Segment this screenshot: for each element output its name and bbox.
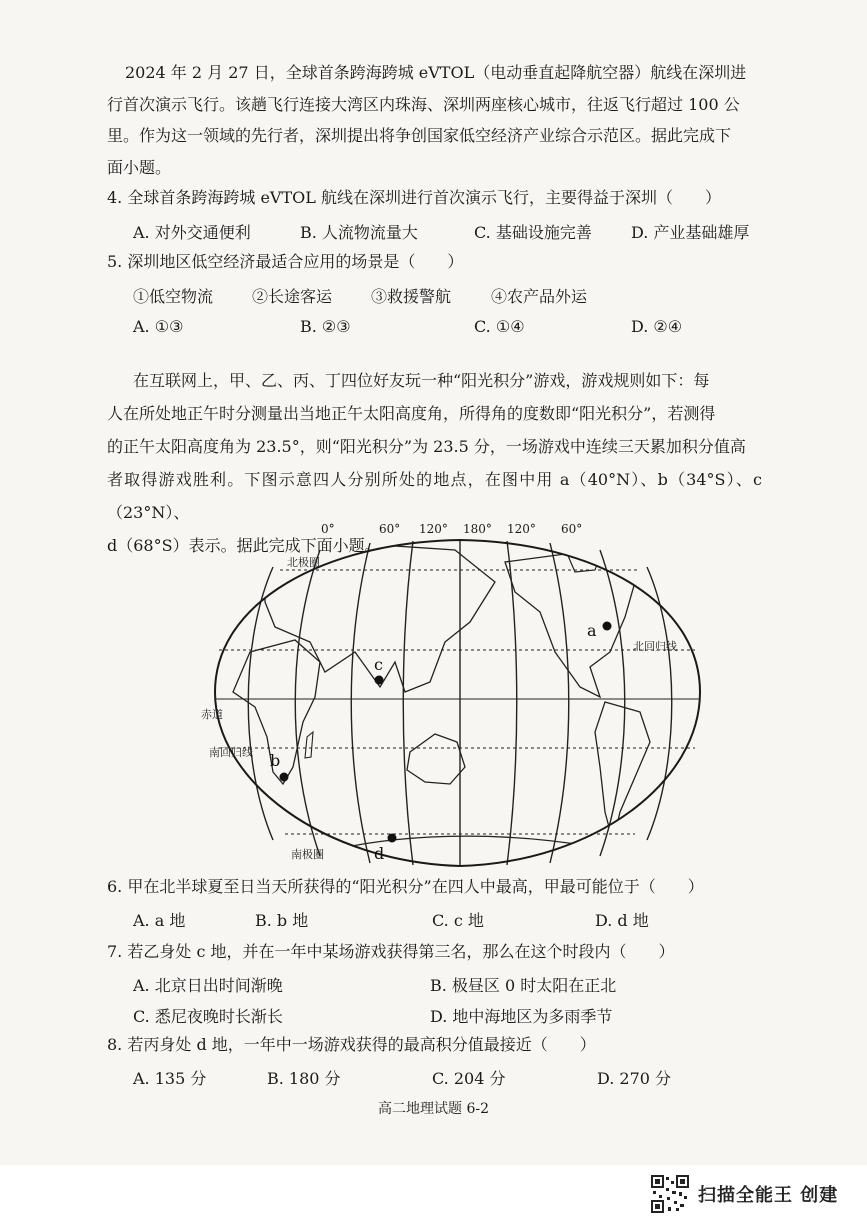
tropic-of-capricorn-label: 南回归线 [209, 746, 253, 759]
question-7-option-b[interactable]: B. 极昼区 0 时太阳在正北 [430, 976, 617, 995]
question-7-stem: 7. 若乙身处 c 地，并在一年中某场游戏获得第三名，那么在这个时段内（ ） [107, 942, 675, 961]
equator-label: 赤道 [201, 708, 223, 721]
question-4-option-a[interactable]: A. 对外交通便利 [133, 223, 251, 242]
question-8-option-d[interactable]: D. 270 分 [597, 1069, 672, 1088]
world-map-figure [195, 522, 705, 874]
question-7-option-d[interactable]: D. 地中海地区为多雨季节 [430, 1007, 613, 1026]
question-5-option-d[interactable]: D. ②④ [631, 317, 683, 336]
longitude-label: 60° [379, 522, 401, 536]
madagascar-landmass [305, 732, 313, 758]
south-america-landmass [595, 702, 650, 842]
question-4-stem: 4. 全球首条跨海跨城 eVTOL 航线在深圳进行首次演示飞行，主要得益于深圳（ ） [107, 188, 721, 207]
qr-code-icon [650, 1174, 690, 1214]
question-5-option-b[interactable]: B. ②③ [300, 317, 351, 336]
question-6-option-a[interactable]: A. a 地 [133, 911, 186, 930]
australia-landmass [407, 734, 465, 784]
point-b-label: b [270, 751, 281, 770]
tropic-of-cancer-label: 北回归线 [633, 640, 677, 653]
question-4-option-b[interactable]: B. 人流物流量大 [300, 223, 418, 242]
question-6-option-b[interactable]: B. b 地 [255, 911, 309, 930]
question-8-option-a[interactable]: A. 135 分 [133, 1069, 207, 1088]
map-outline [215, 540, 700, 866]
point-b-marker [280, 773, 289, 782]
question-6-option-d[interactable]: D. d 地 [595, 911, 649, 930]
question-4-option-d[interactable]: D. 产业基础雄厚 [631, 223, 750, 242]
question-8-option-c[interactable]: C. 204 分 [432, 1069, 506, 1088]
north-america-landmass [505, 550, 635, 697]
passage-2-line: d（68°S）表示。据此完成下面小题。 [107, 536, 381, 555]
question-5-item: ④农产品外运 [491, 287, 588, 306]
longitude-label: 120° [419, 522, 448, 536]
point-d-label: d [374, 844, 385, 863]
page-footer: 高二地理试题 6-2 [378, 1101, 489, 1117]
question-5-option-c[interactable]: C. ①④ [474, 317, 525, 336]
scanner-watermark [650, 1172, 838, 1216]
passage-2-line: 的正午太阳高度角为 23.5°，则“阳光积分”为 23.5 分，一场游戏中连续三天累加积分值高 [107, 437, 746, 456]
arctic-circle-label: 北极圈 [287, 556, 320, 569]
antarctic-circle-label: 南极圈 [291, 848, 324, 861]
passage-2-line: 在互联网上，甲、乙、丙、丁四位好友玩一种“阳光积分”游戏，游戏规则如下：每 [133, 371, 710, 390]
question-5-item: ③救援警航 [371, 287, 452, 306]
point-c-marker [375, 676, 384, 685]
passage-1-line: 行首次演示飞行。该趟飞行连接大湾区内珠海、深圳两座核心城市，往返飞行超过 100 公 [107, 94, 740, 114]
world-map [195, 522, 705, 874]
longitude-label: 60° [561, 522, 583, 536]
point-c-label: c [374, 655, 383, 674]
question-6-option-c[interactable]: C. c 地 [432, 911, 484, 930]
passage-1 [107, 57, 762, 183]
passage-1-line: 里。作为这一领域的先行者，深圳提出将争创国家低空经济产业综合示范区。据此完成下 [107, 126, 732, 145]
passage-1-line: 2024 年 2 月 27 日，全球首条跨海跨城 eVTOL（电动垂直起降航空器）航线在深圳进 [125, 63, 747, 82]
longitude-label: 0° [321, 522, 335, 536]
question-4-option-c[interactable]: C. 基础设施完善 [474, 223, 592, 242]
passage-2-line: 人在所处地正午时分测量出当地正午太阳高度角，所得角的度数即“阳光积分”，若测得 [107, 404, 716, 423]
question-6-stem: 6. 甲在北半球夏至日当天所获得的“阳光积分”在四人中最高，甲最可能位于（ ） [107, 877, 704, 896]
point-a-marker [603, 622, 612, 631]
question-5-item: ②长途客运 [252, 287, 333, 306]
point-a-label: a [587, 621, 597, 640]
question-7-option-a[interactable]: A. 北京日出时间渐晚 [133, 976, 283, 995]
passage-1-line: 面小题。 [107, 157, 172, 177]
passage-2-line: 者取得游戏胜利。下图示意四人分别所处的地点，在图中用 a（40°N）、b（34°S）、c（23°N）、 [107, 470, 762, 522]
question-8-stem: 8. 若丙身处 d 地，一年中一场游戏获得的最高积分值最接近（ ） [107, 1035, 596, 1054]
question-7-option-c[interactable]: C. 悉尼夜晚时长渐长 [133, 1007, 283, 1026]
question-5-stem: 5. 深圳地区低空经济最适合应用的场景是（ ） [107, 252, 464, 271]
question-5-option-a[interactable]: A. ①③ [133, 317, 184, 336]
longitude-label: 120° [507, 522, 536, 536]
point-d-marker [388, 834, 397, 843]
scanner-brand-text: 扫描全能王 创建 [698, 1185, 839, 1206]
question-8-option-b[interactable]: B. 180 分 [267, 1069, 341, 1088]
longitude-label: 180° [463, 522, 492, 536]
question-5-item: ①低空物流 [133, 287, 214, 306]
